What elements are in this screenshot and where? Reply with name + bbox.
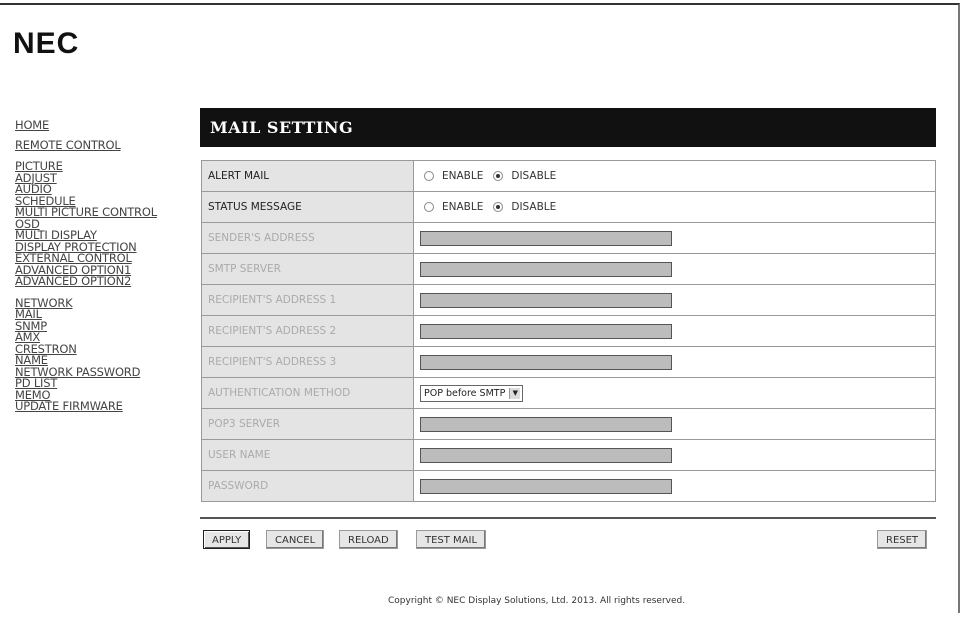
status-message-label: STATUS MESSAGE	[202, 192, 414, 223]
cancel-button[interactable]: CANCEL	[266, 530, 324, 549]
pop3-server-label: POP3 SERVER	[202, 409, 414, 440]
row-smtp-server	[202, 254, 936, 285]
password-label: PASSWORD	[202, 471, 414, 502]
test-mail-button[interactable]: TEST MAIL	[416, 530, 486, 549]
nav-advanced-option1[interactable]: ADVANCED OPTION1	[15, 262, 132, 277]
nav-network-password[interactable]: NETWORK PASSWORD	[15, 364, 141, 379]
row-recipient-2	[202, 316, 936, 347]
alert-mail-enable-radio[interactable]	[424, 171, 434, 181]
alert-mail-enable-label: ENABLE	[442, 170, 484, 182]
smtp-server-label: SMTP SERVER	[202, 254, 414, 285]
nav-mail[interactable]: MAIL	[15, 307, 42, 321]
row-user-name	[202, 440, 936, 471]
password-input[interactable]	[420, 479, 672, 494]
nav-network[interactable]: NETWORK	[15, 295, 73, 310]
nav-remote-control[interactable]: REMOTE CONTROL	[15, 137, 121, 152]
user-name-label: USER NAME	[202, 440, 414, 471]
status-message-disable-label: DISABLE	[511, 201, 557, 213]
nav-multi-picture-control[interactable]: MULTI PICTURE CONTROL	[15, 205, 157, 219]
nav-advanced-option2[interactable]: ADVANCED OPTION2	[15, 274, 132, 288]
smtp-server-input[interactable]	[420, 262, 672, 277]
nav-osd[interactable]: OSD	[15, 216, 40, 231]
recipient-address-2-label: RECIPIENT'S ADDRESS 2	[202, 316, 414, 347]
reset-button[interactable]: RESET	[877, 530, 927, 549]
senders-address-input[interactable]	[420, 231, 672, 246]
mail-setting-form	[201, 160, 936, 502]
status-message-disable-radio[interactable]	[493, 202, 503, 212]
nav-update-firmware[interactable]: UPDATE FIRMWARE	[15, 399, 123, 413]
alert-mail-disable-label: DISABLE	[511, 170, 557, 182]
divider	[200, 517, 936, 519]
recipient-address-3-input[interactable]	[420, 355, 672, 370]
senders-address-label: SENDER'S ADDRESS	[202, 223, 414, 254]
nav-snmp[interactable]: SNMP	[15, 318, 47, 333]
row-auth-method	[202, 378, 936, 409]
recipient-address-3-label: RECIPIENT'S ADDRESS 3	[202, 347, 414, 378]
user-name-input[interactable]	[420, 448, 672, 463]
row-recipient-3	[202, 347, 936, 378]
row-senders-address	[202, 223, 936, 254]
recipient-address-2-input[interactable]	[420, 324, 672, 339]
nav-picture[interactable]: PICTURE	[15, 159, 63, 173]
nav-amx[interactable]: AMX	[15, 330, 41, 344]
nec-logo: NEC	[13, 27, 80, 60]
recipient-address-1-input[interactable]	[420, 293, 672, 308]
chevron-down-icon[interactable]: ▼	[509, 388, 520, 399]
apply-button[interactable]: APPLY	[203, 530, 250, 549]
nav-schedule[interactable]: SCHEDULE	[15, 193, 76, 208]
alert-mail-disable-radio[interactable]	[493, 171, 503, 181]
nav-display-protection[interactable]: DISPLAY PROTECTION	[15, 239, 137, 254]
recipient-address-1-label: RECIPIENT'S ADDRESS 1	[202, 285, 414, 316]
auth-method-value: POP before SMTP	[424, 387, 506, 399]
auth-method-select[interactable]	[420, 385, 523, 402]
pop3-server-input[interactable]	[420, 417, 672, 432]
auth-method-label: AUTHENTICATION METHOD	[202, 378, 414, 409]
page-title: MAIL SETTING	[200, 108, 936, 147]
nav-multi-display[interactable]: MULTI DISPLAY	[15, 228, 97, 242]
row-alert-mail	[202, 161, 936, 192]
sidebar-nav	[15, 120, 195, 413]
nav-memo[interactable]: MEMO	[15, 387, 51, 402]
alert-mail-radio-group	[420, 170, 935, 182]
row-pop3-server	[202, 409, 936, 440]
nav-crestron[interactable]: CRESTRON	[15, 341, 77, 356]
row-recipient-1	[202, 285, 936, 316]
copyright-text: Copyright © NEC Display Solutions, Ltd. 2013. All rights reserved.	[388, 596, 686, 606]
status-message-enable-label: ENABLE	[442, 201, 484, 213]
alert-mail-label: ALERT MAIL	[202, 161, 414, 192]
nav-home[interactable]: HOME	[15, 118, 50, 132]
nav-external-control[interactable]: EXTERNAL CONTROL	[15, 251, 132, 265]
status-message-radio-group	[420, 201, 935, 213]
reload-button[interactable]: RELOAD	[339, 530, 398, 549]
nav-audio[interactable]: AUDIO	[15, 182, 52, 196]
nav-name[interactable]: NAME	[15, 353, 48, 367]
status-message-enable-radio[interactable]	[424, 202, 434, 212]
row-password	[202, 471, 936, 502]
nav-pd-list[interactable]: PD LIST	[15, 376, 58, 390]
nav-adjust[interactable]: ADJUST	[15, 170, 57, 185]
row-status-message	[202, 192, 936, 223]
